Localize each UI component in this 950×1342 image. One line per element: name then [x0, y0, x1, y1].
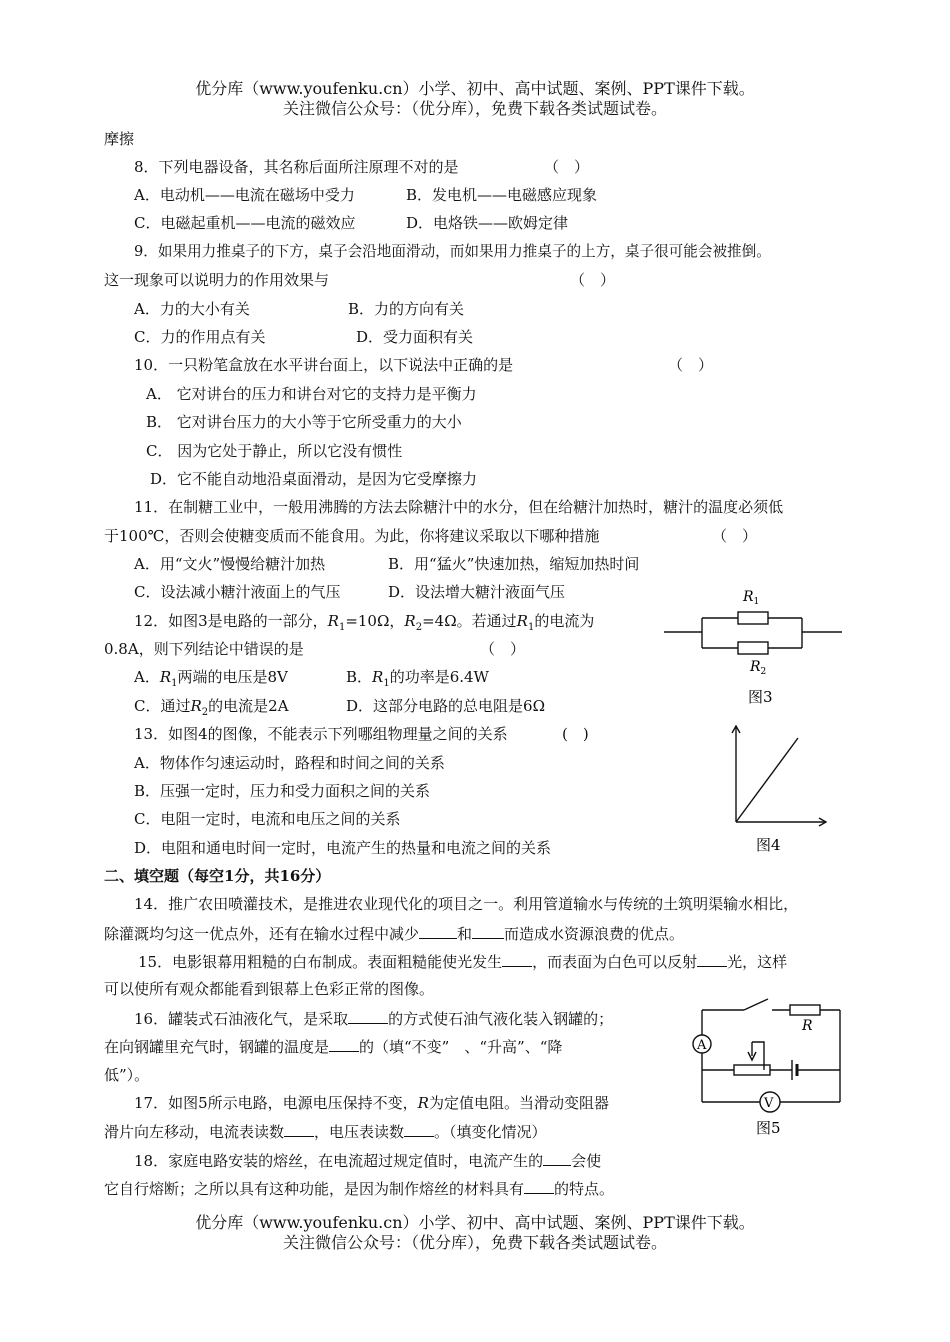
figure-3-circuit	[660, 584, 850, 704]
q11-option-d: D．设法增大糖汁液面气压	[388, 583, 566, 601]
q12-stem-line-2: 0.8A，则下列结论中错误的是	[104, 640, 304, 658]
svg-text:A: A	[697, 1038, 707, 1053]
svg-text:R: R	[802, 1018, 813, 1034]
figure-5-caption: 图5	[756, 1119, 781, 1137]
figure-4-caption: 图4	[756, 836, 781, 854]
q9-option-a: A．力的大小有关	[134, 300, 250, 318]
q15-blank-2[interactable]	[697, 950, 727, 967]
q12-option-b: B．$R_1$的功率是6.4W	[346, 668, 489, 689]
q10-option-c: C． 因为它处于静止，所以它没有惯性	[146, 442, 403, 460]
q16-line-3: 低”）。	[104, 1066, 150, 1084]
q18-line-1: 18．家庭电路安装的熔丝，在电流超过规定值时，电流产生的 会使	[134, 1149, 601, 1172]
q16-line-1: 16．罐装式石油液化气，是采取 的方式使石油气液化装入钢罐的；	[134, 1007, 613, 1030]
q17-blank-2[interactable]	[404, 1120, 434, 1137]
q9-answer-paren: （ ）	[570, 271, 616, 289]
q17-line-2: 滑片向左移动，电流表读数 ，电压表读数 。（填变化情况）	[104, 1120, 547, 1143]
q9-option-b: B．力的方向有关	[348, 300, 465, 318]
q11-stem-line-1: 11．在制糖工业中，一般用沸腾的方法去除糖汁中的水分，但在给糖汁加热时，糖汁的温度必须低	[134, 498, 784, 516]
q18-blank-2[interactable]	[524, 1177, 554, 1194]
q16-blank-2[interactable]	[329, 1035, 359, 1052]
header-line-2: 关注微信公众号：（优分库），免费下载各类试题试卷。	[282, 99, 667, 118]
q10-option-a: A． 它对讲台的压力和讲台对它的支持力是平衡力	[146, 385, 477, 403]
q11-stem-line-2: 于100℃，否则会使糖变质而不能食用。为此，你将建议采取以下哪种措施	[104, 527, 600, 545]
resistor-r	[790, 1005, 820, 1015]
header-line-1: 优分库（www.youfenku.cn）小学、初中、高中试题、案例、PPT课件下载。	[195, 79, 755, 98]
footer-line-2: 关注微信公众号：（优分库），免费下载各类试题试卷。	[282, 1233, 667, 1252]
q17-blank-1[interactable]	[284, 1120, 314, 1137]
section2-title: 二、填空题（每空1分，共16分）	[104, 867, 331, 885]
q8-option-b: B．发电机——电磁感应现象	[406, 186, 598, 204]
q14-line-2: 除灌溉均匀这一优点外，还有在输水过程中减少 和 而造成水资源浪费的优点。	[104, 922, 684, 945]
q12-stem-line-1: 12．如图3是电路的一部分，$R_1=10\Omega$，$R_2=4\Omega$。若通过$R_1$的电流为	[134, 612, 595, 633]
q15-line-2: 可以使所有观众都能看到银幕上色彩正常的图像。	[104, 980, 435, 998]
svg-text:V: V	[764, 1096, 774, 1111]
resistor-r2	[738, 642, 768, 654]
q11-answer-paren: （ ）	[712, 527, 758, 545]
q16-line-2: 在向钢罐里充气时，钢罐的温度是 的（填“不变” 、“升高”、“降	[104, 1035, 562, 1058]
q12-answer-paren: （ ）	[480, 640, 526, 658]
figure-3-caption: 图3	[748, 688, 773, 706]
q9-option-d: D．受力面积有关	[356, 328, 474, 346]
q10-option-d: D．它不能自动地沿桌面滑动，是因为它受摩擦力	[150, 470, 478, 488]
q10-answer-paren: （ ）	[668, 356, 714, 374]
q14-line-1: 14．推广农田喷灌技术，是推进农业现代化的项目之一。利用管道输水与传统的土筑明渠输水相比，	[134, 895, 799, 913]
carryover-text: 摩擦	[104, 130, 135, 148]
q11-option-c: C．设法减小糖汁液面上的气压	[134, 583, 341, 601]
q18-line-2: 它自行熔断；之所以具有这种功能，是因为制作熔丝的材料具有 的特点。	[104, 1177, 614, 1200]
q13-option-c: C．电阻一定时，电流和电压之间的关系	[134, 810, 401, 828]
q12-option-a: A．$R_1$两端的电压是8V	[134, 668, 288, 689]
q8-answer-paren: （ ）	[544, 158, 590, 176]
switch	[744, 999, 768, 1010]
q15-line-1: 15．电影银幕用粗糙的白布制成。表面粗糙能使光发生 ，而表面为白色可以反射 光，这样	[138, 950, 787, 973]
q13-option-a: A．物体作匀速运动时，路程和时间之间的关系	[134, 754, 445, 772]
q17-line-1: 17．如图5所示电路，电源电压保持不变，R为定值电阻。当滑动变阻器	[134, 1094, 609, 1112]
svg-text:R1: $R_1$	[743, 589, 760, 607]
q11-option-b: B．用“猛火”快速加热，缩短加热时间	[388, 555, 640, 573]
q9-stem-line-2: 这一现象可以说明力的作用效果与	[104, 271, 330, 289]
q13-answer-paren: ( )	[562, 725, 589, 743]
q10-stem: 10．一只粉笔盒放在水平讲台面上，以下说法中正确的是	[134, 356, 514, 374]
figure-4-line	[736, 738, 798, 822]
q13-option-b: B．压强一定时，压力和受力面积之间的关系	[134, 782, 431, 800]
q11-option-a: A．用“文火”慢慢给糖汁加热	[134, 555, 326, 573]
q8-stem: 8．下列电器设备，其名称后面所注原理不对的是	[134, 158, 459, 176]
q9-stem-line-1: 9．如果用力推桌子的下方，桌子会沿地面滑动，而如果用力推桌子的上方，桌子很可能会被推倒。	[134, 243, 771, 260]
q12-option-c: C．通过$R_2$的电流是2A	[134, 697, 289, 718]
q8-option-a: A．电动机——电流在磁场中受力	[134, 186, 355, 204]
q18-blank-1[interactable]	[543, 1149, 571, 1166]
q13-stem: 13．如图4的图像，不能表示下列哪组物理量之间的关系	[134, 725, 508, 743]
q15-blank-1[interactable]	[502, 950, 532, 967]
q16-blank-1[interactable]	[348, 1007, 388, 1024]
q12-option-d: D．这部分电路的总电阻是6Ω	[346, 697, 546, 715]
q10-option-b: B． 它对讲台压力的大小等于它所受重力的大小	[146, 413, 462, 431]
svg-text:R2: $R_2$	[750, 659, 767, 677]
q8-option-c: C．电磁起重机——电流的磁效应	[134, 214, 356, 232]
resistor-r1	[738, 612, 768, 624]
q8-option-d: D．电烙铁——欧姆定律	[406, 214, 569, 232]
q14-blank-1[interactable]	[419, 922, 457, 939]
q14-blank-2[interactable]	[472, 922, 504, 939]
q13-option-d: D．电阻和通电时间一定时，电流产生的热量和电流之间的关系	[134, 839, 552, 857]
footer-line-1: 优分库（www.youfenku.cn）小学、初中、高中试题、案例、PPT课件下载。	[195, 1213, 755, 1232]
q9-option-c: C．力的作用点有关	[134, 328, 266, 346]
figure-4-graph	[722, 722, 837, 862]
figure-5-circuit	[680, 998, 850, 1143]
